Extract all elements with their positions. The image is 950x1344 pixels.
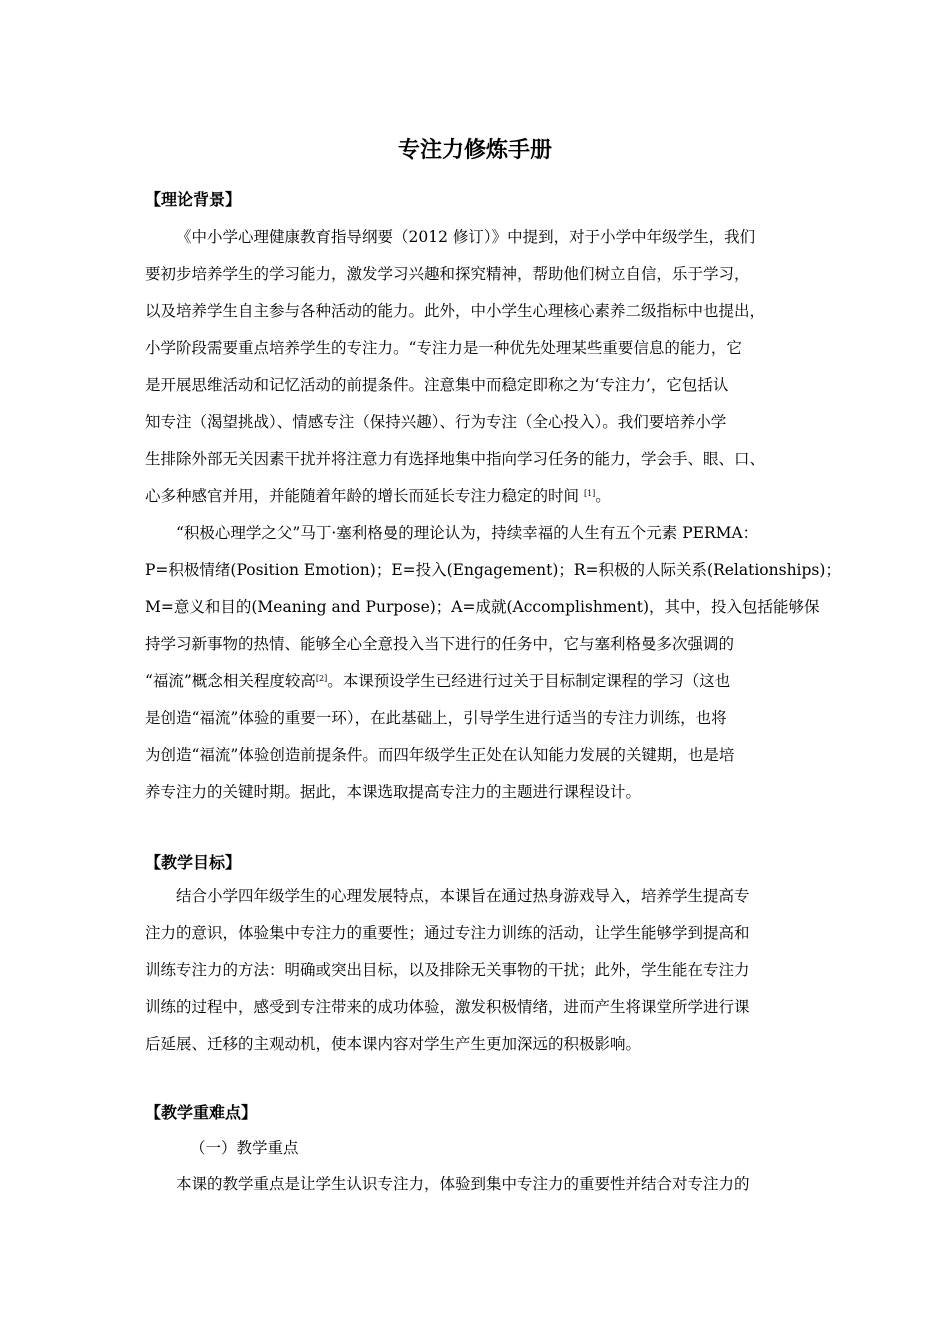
text-line: 持学习新事物的热情、能够全心全意投入当下进行的任务中，它与塞利格曼多次强调的 [145, 635, 735, 653]
text-line: 为创造“福流”体验创造前提条件。而四年级学生正处在认知能力发展的关键期，也是培 [145, 746, 735, 764]
citation-ref-2: [2] [315, 674, 328, 683]
document-title: 专注力修炼手册 [397, 138, 552, 163]
text-line: 要初步培养学生的学习能力，激发学习兴趣和探究精神，帮助他们树立自信，乐于学习， [145, 265, 750, 283]
heading-keypoints: 【教学重难点】 [145, 1103, 258, 1122]
text-line: 注力的意识，体验集中专注力的重要性；通过专注力训练的活动，让学生能够学到提高和 [145, 924, 750, 942]
text-line: 养专注力的关键时期。据此，本课选取提高专注力的主题进行课程设计。 [145, 783, 642, 801]
text-line [145, 670, 730, 692]
text-line: 结合小学四年级学生的心理发展特点，本课旨在通过热身游戏导入，培养学生提高专 [176, 887, 750, 905]
text-line: P=积极情绪(Position Emotion)；E=投入(Engagement)；R=积极的人际关系(Relationships)； [145, 561, 841, 579]
text-line [145, 485, 611, 507]
text-segment: “福流”概念相关程度较高 [145, 672, 316, 690]
text-line: 训练的过程中，感受到专注带来的成功体验，激发积极情绪，进而产生将课堂所学进行课 [145, 998, 750, 1016]
text-segment: 。本课预设学生已经进行过关于目标制定课程的学习（这也 [327, 672, 731, 690]
citation-ref-1: [1] [583, 489, 596, 498]
heading-goals: 【教学目标】 [145, 853, 242, 872]
subheading-key-point: （一）教学重点 [190, 1139, 299, 1157]
text-line: 知专注（渴望挑战）、情感专注（保持兴趣）、行为专注（全心投入）。我们要培养小学 [145, 413, 727, 431]
heading-background: 【理论背景】 [145, 190, 242, 209]
text-line: 本课的教学重点是让学生认识专注力，体验到集中专注力的重要性并结合对专注力的 [176, 1175, 750, 1193]
text-line: 后延展、迁移的主观动机，使本课内容对学生产生更加深远的积极影响。 [145, 1035, 642, 1053]
text-line: 生排除外部无关因素干扰并将注意力有选择地集中指向学习任务的能力，学会手、眼、口、 [145, 450, 766, 468]
text-segment: 。 [595, 487, 611, 505]
text-line: M=意义和目的(Meaning and Purpose)；A=成就(Accomplishment)，其中，投入包括能够保 [145, 598, 820, 616]
text-line: 《中小学心理健康教育指导纲要（2012 修订）》中提到，对于小学中年级学生，我们 [176, 228, 756, 246]
text-line: “积极心理学之父”马丁·塞利格曼的理论认为，持续幸福的人生有五个元素 PERMA： [176, 524, 759, 542]
text-line: 是创造“福流”体验的重要一环），在此基础上，引导学生进行适当的专注力训练，也将 [145, 709, 727, 727]
text-line: 小学阶段需要重点培养学生的专注力。“专注力是一种优先处理某些重要信息的能力，它 [145, 339, 742, 357]
text-line: 以及培养学生自主参与各种活动的能力。此外，中小学生心理核心素养二级指标中也提出， [145, 302, 766, 320]
text-line: 是开展思维活动和记忆活动的前提条件。注意集中而稳定即称之为‘专注力’，它包括认 [145, 376, 729, 394]
text-segment: 心多种感官并用，并能随着年龄的增长而延长专注力稳定的时间 [145, 487, 580, 505]
text-line: 训练专注力的方法：明确或突出目标，以及排除无关事物的干扰；此外，学生能在专注力 [145, 961, 750, 979]
